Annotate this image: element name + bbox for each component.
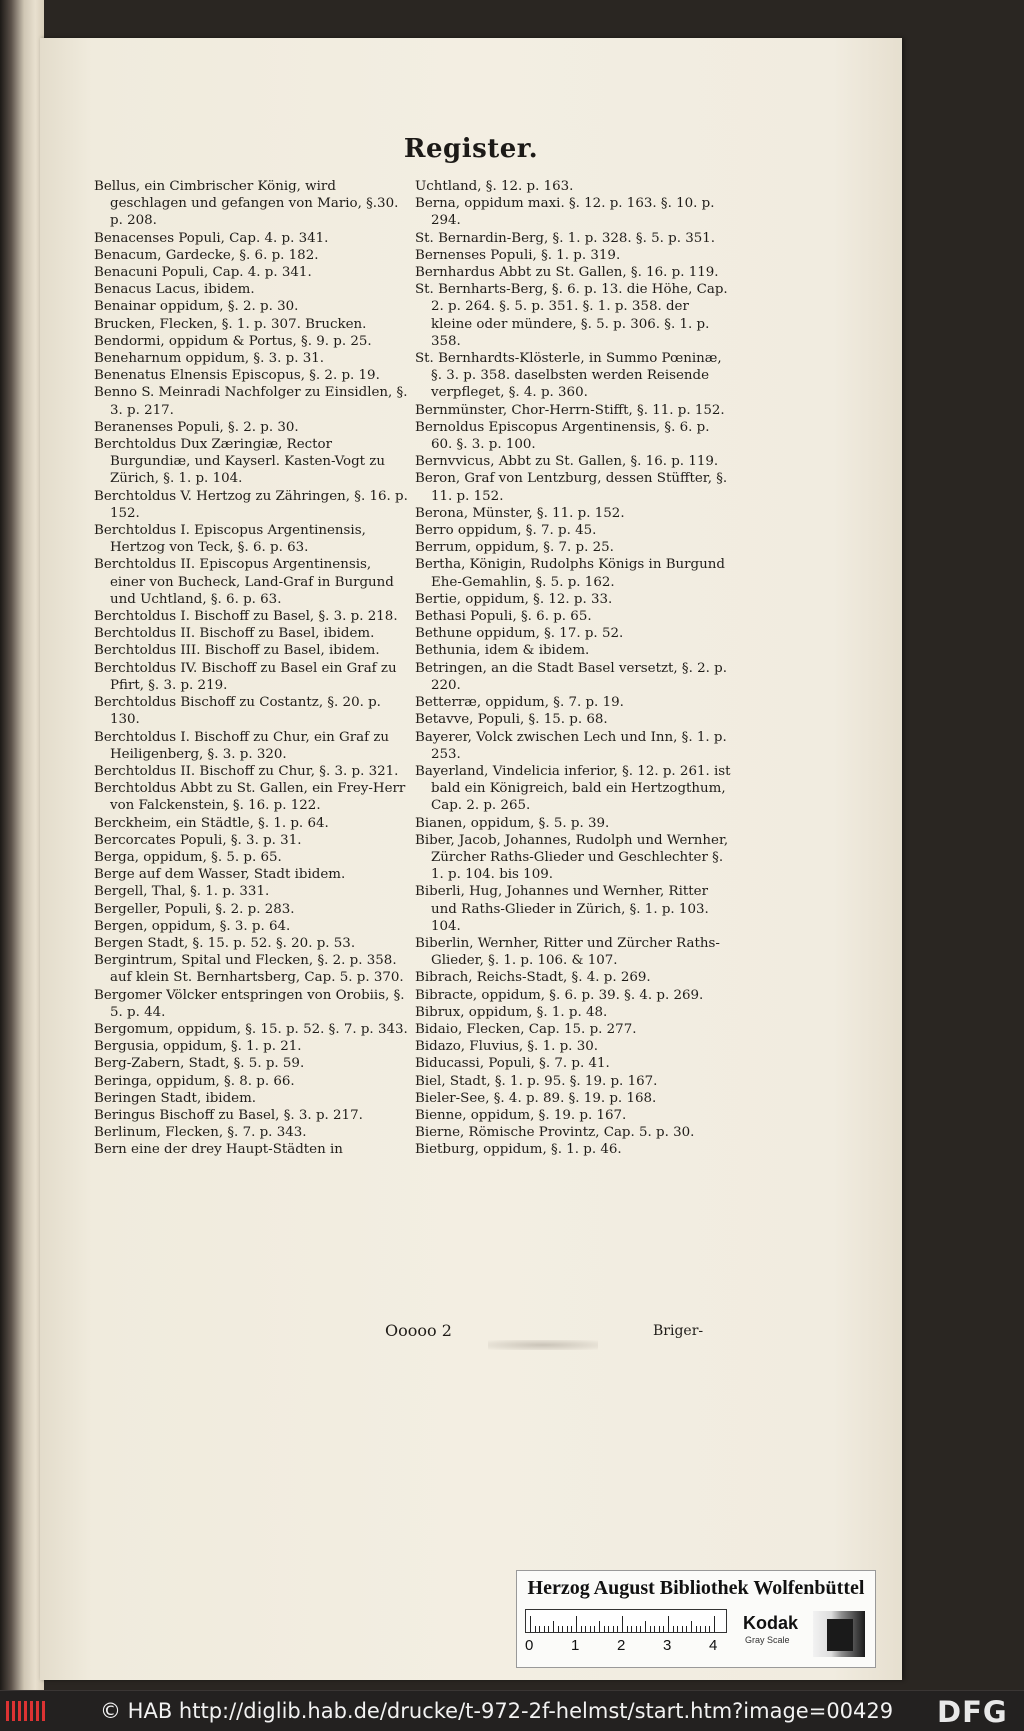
index-entry: Bergen Stadt, §. 15. p. 52. §. 20. p. 53. (94, 935, 356, 951)
index-entry: Berchtoldus IV. Bischoff zu Basel ein Graf zu Pfirt, §. 3. p. 219. (94, 660, 397, 693)
index-entry: Berchtoldus Abbt zu St. Gallen, ein Frey-Herr von Falckenstein, §. 16. p. 122. (94, 781, 406, 814)
index-entry: Bendormi, oppidum & Portus, §. 9. p. 25. (94, 333, 372, 349)
ruler-tick (548, 1626, 549, 1632)
index-entry: Bayerer, Volck zwischen Lech und Inn, §. 1. p. 253. (415, 729, 727, 762)
index-entry: Berchtoldus Dux Zæringiæ, Rector Burgundiæ, und Kayserl. Kasten-Vogt zu Zürich, §. 1. p. 104. (94, 437, 385, 487)
index-entry: Beron, Graf von Lentzburg, dessen Stüffter, §. 11. p. 152. (415, 471, 728, 504)
index-entry: Bergeller, Populi, §. 2. p. 283. (94, 901, 295, 917)
ruler-scale (525, 1637, 735, 1657)
index-entry: Berga, oppidum, §. 5. p. 65. (94, 849, 282, 865)
index-entry: Bibrach, Reichs-Stadt, §. 4. p. 269. (415, 970, 651, 986)
ruler-tick (585, 1626, 586, 1632)
ruler-number: 3 (663, 1637, 672, 1654)
index-entry: Berchtoldus II. Bischoff zu Basel, ibidem. (94, 626, 375, 642)
index-entry: Benacuni Populi, Cap. 4. p. 341. (94, 265, 312, 281)
index-entry: St. Bernharts-Berg, §. 6. p. 13. die Höhe, Cap. 2. p. 264. §. 5. p. 351. §. 1. p. 358. der kleine oder mündere, §. 5. p. 306. §. 1. p. 358. (415, 282, 728, 349)
ruler-tick (608, 1626, 609, 1632)
viewer-footer (0, 1690, 1024, 1731)
ruler-tick (627, 1626, 628, 1632)
index-entry: Beranenses Populi, §. 2. p. 30. (94, 419, 299, 435)
index-entry: Berckheim, ein Städtle, §. 1. p. 64. (94, 815, 329, 831)
page-title: Register. (403, 134, 539, 164)
index-entry: Berchtoldus I. Episcopus Argentinensis, Hertzog von Teck, §. 6. p. 63. (94, 523, 366, 556)
index-entry: Biber, Jacob, Johannes, Rudolph und Wernher, Zürcher Raths-Glieder und Geschlechter §. 1. p. 104. bis 109. (415, 832, 729, 883)
index-entry: Uchtland, §. 12. p. 163. (415, 179, 574, 194)
ruler-tick (691, 1621, 692, 1632)
index-entry: Betringen, an die Stadt Basel versetzt, §. 2. p. 220. (415, 660, 727, 693)
ruler-tick (696, 1626, 697, 1632)
index-entry: Beringus Bischoff zu Basel, §. 3. p. 217. (94, 1107, 363, 1123)
color-reference-card (516, 1570, 876, 1668)
index-entry: Bellus, ein Cimbrischer König, wird geschlagen und gefangen von Mario, §.30. p. 208. (94, 179, 399, 229)
index-entry: Benainar oppidum, §. 2. p. 30. (94, 299, 299, 315)
ruler-tick (668, 1616, 669, 1632)
index-entry: Berona, Münster, §. 11. p. 152. (415, 505, 625, 521)
ruler-number: 0 (525, 1637, 534, 1654)
index-entry: Bethune oppidum, §. 17. p. 52. (415, 626, 624, 642)
ruler-tick (650, 1626, 651, 1632)
index-entry: Benacenses Populi, Cap. 4. p. 341. (94, 230, 329, 246)
index-entry: Bercorcates Populi, §. 3. p. 31. (94, 832, 302, 848)
index-entry: Berge auf dem Wasser, Stadt ibidem. (94, 867, 346, 883)
index-column-left (94, 178, 410, 1159)
index-entry: Benenatus Elnensis Episcopus, §. 2. p. 19. (94, 368, 380, 384)
ruler-tick (663, 1626, 664, 1632)
index-entry: Bietburg, oppidum, §. 1. p. 46. (415, 1142, 622, 1158)
book-page (40, 38, 902, 1680)
ruler-tick (581, 1626, 582, 1632)
index-entry: Biberli, Hug, Johannes und Wernher, Ritter und Raths-Glieder in Zürich, §. 1. p. 103. 104. (415, 884, 709, 934)
ruler-tick (567, 1626, 568, 1632)
index-entry: Bibrux, oppidum, §. 1. p. 48. (415, 1004, 608, 1020)
ruler-tick (686, 1626, 687, 1632)
index-entry: Berchtoldus V. Hertzog zu Zähringen, §. 16. p. 152. (94, 488, 408, 521)
index-entry: Bern eine der drey Haupt-Städten in (94, 1142, 343, 1158)
index-entry: Bergomer Völcker entspringen von Orobiis, §. 5. p. 44. (94, 987, 405, 1020)
ruler-tick (640, 1626, 641, 1632)
index-entry: Biducassi, Populi, §. 7. p. 41. (415, 1056, 610, 1072)
ruler-tick (622, 1616, 623, 1632)
ruler-tick (594, 1626, 595, 1632)
index-entry: Bernvvicus, Abbt zu St. Gallen, §. 16. p. 119. (415, 454, 719, 470)
index-entry: Bernmünster, Chor-Herrn-Stifft, §. 11. p. 152. (415, 402, 725, 418)
index-entry: Berlinum, Flecken, §. 7. p. 343. (94, 1125, 307, 1141)
index-entry: Bergell, Thal, §. 1. p. 331. (94, 884, 270, 900)
index-entry: Bierne, Römische Provintz, Cap. 5. p. 30. (415, 1125, 695, 1141)
index-entry: Bernenses Populi, §. 1. p. 319. (415, 247, 621, 263)
source-url-link[interactable]: © HAB http://diglib.hab.de/drucke/t-972-2f-helmst/start.htm?image=00429 (100, 1699, 894, 1723)
ruler-tick (553, 1621, 554, 1632)
library-name: Herzog August Bibliothek Wolfenbüttel (527, 1577, 865, 1599)
index-entry: Biberlin, Wernher, Ritter und Zürcher Raths-Glieder, §. 1. p. 106. & 107. (415, 935, 720, 969)
index-entry: Bidaio, Flecken, Cap. 15. p. 277. (415, 1021, 637, 1037)
hab-logo-icon (4, 1698, 50, 1724)
index-entry: Bienne, oppidum, §. 19. p. 167. (415, 1107, 627, 1123)
ruler-tick (700, 1626, 701, 1632)
index-entry: Bergintrum, Spital und Flecken, §. 2. p. 358. auf klein St. Bernhartsberg, Cap. 5. p. 370. (94, 953, 404, 986)
ruler-number: 2 (617, 1637, 626, 1654)
index-entry: Bibracte, oppidum, §. 6. p. 39. §. 4. p. 269. (415, 987, 704, 1003)
ruler-number: 4 (709, 1637, 718, 1654)
ruler-tick (576, 1616, 577, 1632)
index-entry: St. Bernhardts-Klösterle, in Summo Pœninæ, §. 3. p. 358. daselbsten werden Reisende verpfleget, §. 4. p. 360. (415, 351, 722, 401)
index-entry: Biel, Stadt, §. 1. p. 95. §. 19. p. 167. (415, 1073, 658, 1089)
index-entry: Benacus Lacus, ibidem. (94, 282, 255, 298)
ruler-tick (682, 1626, 683, 1632)
ruler-tick (636, 1626, 637, 1632)
ruler-tick (709, 1626, 710, 1632)
kodak-brand: Kodak (743, 1613, 799, 1633)
kodak-brand-sub: Gray Scale (745, 1635, 790, 1645)
index-entry: Bertie, oppidum, §. 12. p. 33. (415, 591, 613, 607)
index-entry: Bethunia, idem & ibidem. (415, 643, 590, 659)
index-entry: Berrum, oppidum, §. 7. p. 25. (415, 540, 614, 556)
index-entry: Berchtoldus Bischoff zu Costantz, §. 20. p. 130. (94, 695, 381, 728)
ruler-tick (590, 1626, 591, 1632)
index-entry: Bergomum, oppidum, §. 15. p. 52. §. 7. p. 343. (94, 1021, 408, 1037)
ruler-tick (714, 1616, 715, 1632)
catchword: Briger- (653, 1323, 704, 1339)
index-entry: Bergusia, oppidum, §. 1. p. 21. (94, 1039, 302, 1055)
index-entry: Berg-Zabern, Stadt, §. 5. p. 59. (94, 1056, 305, 1072)
ruler-tick (631, 1626, 632, 1632)
ruler-tick (558, 1626, 559, 1632)
index-entry: Beringa, oppidum, §. 8. p. 66. (94, 1073, 295, 1089)
index-entry: St. Bernardin-Berg, §. 1. p. 328. §. 5. p. 351. (415, 230, 716, 246)
gray-scale-patch (827, 1619, 853, 1651)
ruler-tick (705, 1626, 706, 1632)
index-entry: Bayerland, Vindelicia inferior, §. 12. p. 261. ist bald ein Königreich, bald ein Hertzogthum, Cap. 2. p. 265. (415, 763, 731, 814)
index-entry: Benno S. Meinradi Nachfolger zu Einsidlen, §. 3. p. 217. (94, 385, 408, 418)
index-entry: Bergen, oppidum, §. 3. p. 64. (94, 918, 291, 934)
ruler-tick (617, 1626, 618, 1632)
ruler-tick (659, 1626, 660, 1632)
ruler-tick (645, 1621, 646, 1632)
index-entry: Berchtoldus I. Bischoff zu Chur, ein Graf zu Heiligenberg, §. 3. p. 320. (94, 729, 390, 762)
index-entry: Bieler-See, §. 4. p. 89. §. 19. p. 168. (415, 1090, 657, 1106)
index-entry: Betavve, Populi, §. 15. p. 68. (415, 712, 608, 728)
ruler-tick (539, 1626, 540, 1632)
index-entry: Bidazo, Fluvius, §. 1. p. 30. (415, 1039, 598, 1055)
signature-mark: Ooooo 2 (385, 1321, 452, 1340)
index-entry: Berchtoldus II. Episcopus Argentinensis, einer von Bucheck, Land-Graf in Burgund und Uchtland, §. 6. p. 63. (94, 557, 394, 607)
index-entry: Bernhardus Abbt zu St. Gallen, §. 16. p. 119. (415, 265, 719, 281)
index-entry: Berchtoldus III. Bischoff zu Basel, ibidem. (94, 643, 380, 659)
index-entry: Betterræ, oppidum, §. 7. p. 19. (415, 695, 624, 711)
ruler-tick (599, 1621, 600, 1632)
ruler-tick (673, 1626, 674, 1632)
ink-smudge (488, 1340, 598, 1350)
index-column-right (415, 178, 731, 1159)
ruler-tick (535, 1626, 536, 1632)
index-entry: Benacum, Gardecke, §. 6. p. 182. (94, 247, 319, 263)
ruler-tick (571, 1626, 572, 1632)
dfg-logo: DFG (937, 1695, 1008, 1729)
index-entry: Berchtoldus II. Bischoff zu Chur, §. 3. p. 321. (94, 763, 399, 779)
index-entry: Beneharnum oppidum, §. 3. p. 31. (94, 351, 325, 367)
index-entry: Berna, oppidum maxi. §. 12. p. 163. §. 10. p. 294. (415, 196, 715, 229)
ruler-tick (604, 1626, 605, 1632)
index-entry: Bernoldus Episcopus Argentinensis, §. 6. p. 60. §. 3. p. 100. (415, 419, 710, 453)
ruler-tick (562, 1626, 563, 1632)
index-entry: Bethasi Populi, §. 6. p. 65. (415, 609, 592, 625)
ruler-tick (677, 1626, 678, 1632)
index-entry: Brucken, Flecken, §. 1. p. 307. Brucken. (94, 316, 367, 332)
index-entry: Bertha, Königin, Rudolphs Königs in Burgund Ehe-Gemahlin, §. 5. p. 162. (415, 557, 725, 590)
index-entry: Beringen Stadt, ibidem. (94, 1090, 257, 1106)
index-entry: Berro oppidum, §. 7. p. 45. (415, 523, 597, 539)
index-entry: Berchtoldus I. Bischoff zu Basel, §. 3. p. 218. (94, 609, 398, 625)
measurement-ruler (525, 1609, 727, 1633)
ruler-tick (544, 1626, 545, 1632)
ruler-number: 1 (571, 1637, 580, 1654)
ruler-tick (613, 1626, 614, 1632)
ruler-tick (530, 1616, 531, 1632)
ruler-tick (654, 1626, 655, 1632)
index-entry: Bianen, oppidum, §. 5. p. 39. (415, 815, 610, 831)
previous-page-edge (0, 0, 44, 1690)
